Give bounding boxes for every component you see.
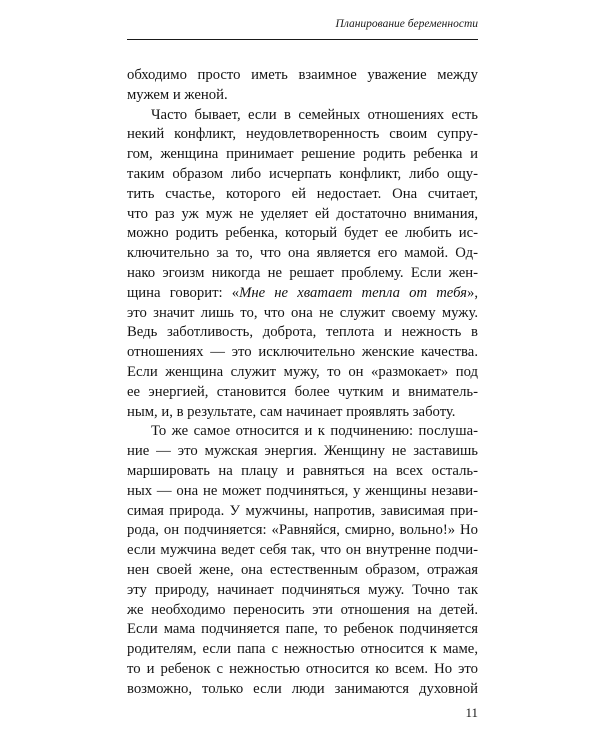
text-line: Ведь заботливость, доброта, теплота и нежность в bbox=[127, 324, 478, 341]
text-line-with-quote bbox=[127, 284, 478, 304]
text-line: ным, и, в результате, сам начинает проявлять заботу. bbox=[127, 403, 456, 420]
text-line: То же самое относится и к подчинению: послуша- bbox=[151, 423, 478, 440]
running-header bbox=[127, 16, 478, 32]
emphasis-quote: Мне не хватает тепла от тебя bbox=[239, 284, 467, 301]
text-line: нако эгоизм никогда не решает проблему. Если жен- bbox=[127, 264, 478, 281]
text-line: Часто бывает, если в семейных отношениях есть bbox=[151, 106, 478, 123]
text-line: обходимо просто иметь взаимное уважение между bbox=[127, 67, 478, 83]
text-line: ных — она не может подчиняться, у женщины незави- bbox=[127, 482, 478, 499]
text-fragment: », bbox=[466, 284, 478, 301]
running-title: Планирование беременности bbox=[335, 18, 478, 30]
paragraph bbox=[127, 422, 478, 699]
header-rule bbox=[127, 39, 478, 40]
body-text bbox=[127, 66, 478, 700]
text-line: возможно, только если люди занимаются духовной bbox=[127, 680, 478, 697]
page-number: 11 bbox=[465, 705, 478, 720]
text-line: можно родить ребенка, который будет ее любить ис- bbox=[127, 225, 478, 242]
text-line: ее энергией, становится более чутким и вниматель- bbox=[127, 383, 478, 400]
text-line: гом, женщина принимает решение родить ребенка и bbox=[127, 146, 478, 163]
text-line: что раз уж муж не уделяет ей достаточно внимания, bbox=[127, 205, 478, 222]
text-fragment: щина говорит: « bbox=[127, 284, 240, 301]
text-line: тить счастье, которого ей недостает. Она считает, bbox=[127, 185, 478, 202]
text-line: Если мама подчиняется папе, то ребенок подчиняется bbox=[127, 621, 478, 638]
text-line: маршировать на плацу и равняться на всех осталь- bbox=[127, 462, 478, 479]
text-line: если мужчина ведет себя так, что он внутренне подчи- bbox=[127, 542, 478, 559]
text-line: ние — это мужская энергия. Женщину не заставишь bbox=[127, 443, 478, 460]
text-line: таким образом либо исчерпать конфликт, либо ощу- bbox=[127, 165, 478, 182]
text-line: Если женщина служит мужу, то он «размокает» под bbox=[127, 363, 478, 380]
text-line: ключительно за то, что она является его мамой. Од- bbox=[127, 245, 478, 262]
text-line: родителям, если папа с нежностью относится к маме, bbox=[127, 641, 478, 658]
paragraph bbox=[127, 66, 478, 106]
text-line: эту природу, начинает подчиняться мужу. Точно так bbox=[127, 581, 478, 598]
text-line: рода, он подчиняется: «Равняйся, смирно, вольно!» Но bbox=[127, 522, 478, 539]
text-line: симая природа. У мужчины, напротив, зависимая при- bbox=[127, 502, 478, 519]
text-line: то и ребенок с нежностью относится ко всем. Но это bbox=[127, 660, 478, 677]
text-line: это значит лишь то, что она не служит своему мужу. bbox=[127, 304, 478, 321]
text-line: же необходимо переносить эти отношения на детей. bbox=[127, 601, 478, 618]
text-line: нен своей жене, она естественным образом, отражая bbox=[127, 561, 478, 578]
text-line: отношениях — это исключительно женские качества. bbox=[127, 344, 478, 361]
text-line: мужем и женой. bbox=[127, 86, 228, 103]
text-line: некий конфликт, неудовлетворенность своим супру- bbox=[127, 126, 478, 143]
paragraph bbox=[127, 106, 478, 423]
